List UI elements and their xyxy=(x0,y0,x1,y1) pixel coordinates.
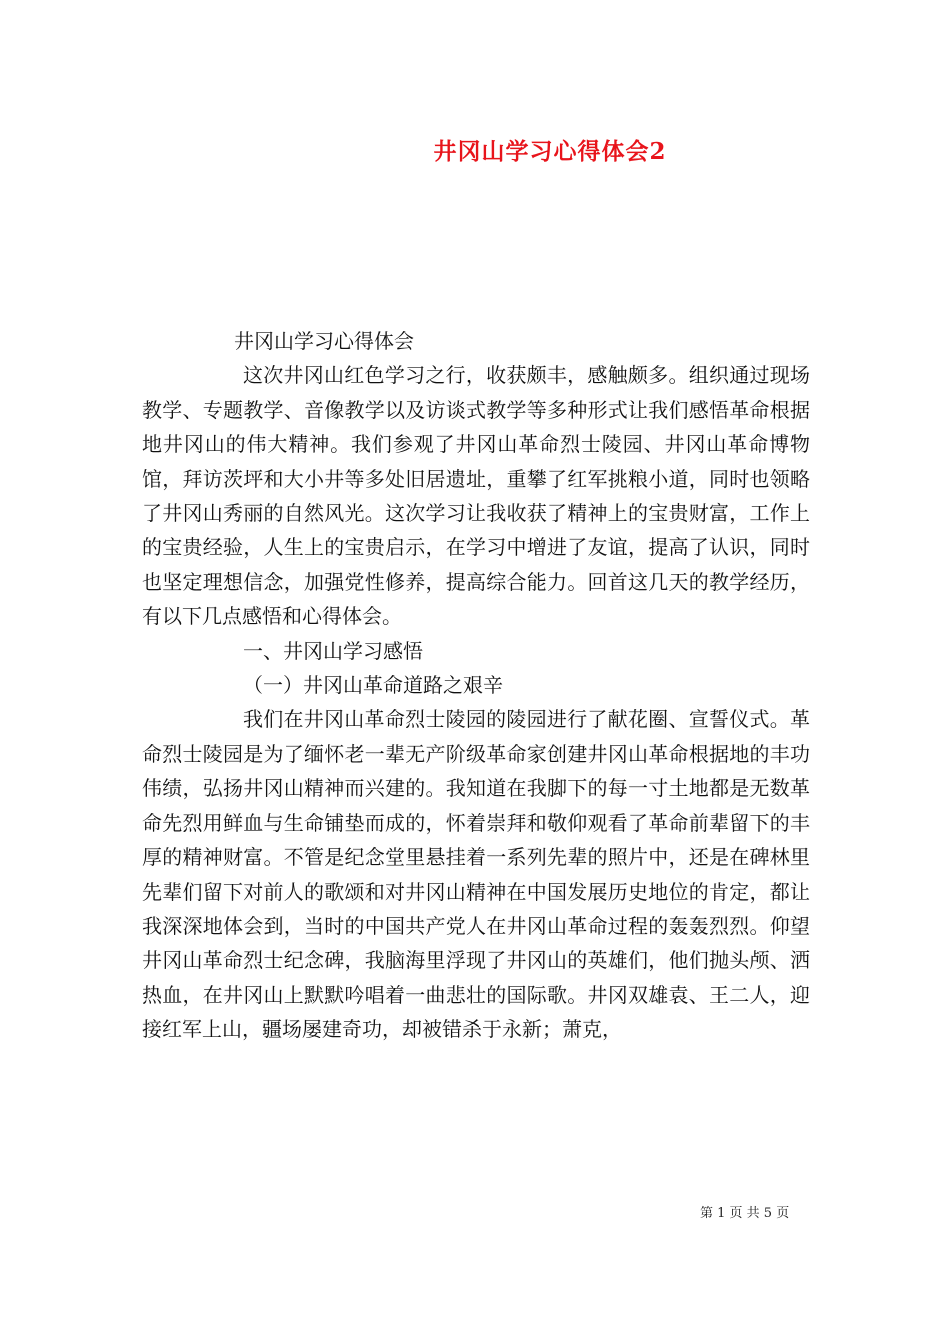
subsection-heading: （一）井冈山革命道路之艰辛 xyxy=(243,673,503,698)
page-number: 第 1 页 共 5 页 xyxy=(700,1206,790,1221)
paragraph-cemetery: 我们在井冈山革命烈士陵园的陵园进行了献花圈、宣誓仪式。革命烈士陵园是为了缅怀老一辈无产阶级革命家创建井冈山革命根据地的丰功伟绩，弘扬井冈山精神而兴建的。我知道在我脚下的每一寸土地都是无数革命先烈用鲜血与生命铺垫而成的，怀着崇拜和敬仰观看了革命前辈留下的丰厚的精神财富。不管是纪念堂里悬挂着一系列先辈的照片中，还是在碑林里先辈们留下对前人的歌颂和对井冈山精神在中国发展历史地位的肯定，都让我深深地体会到，当时的中国共产党人在井冈山革命过程的轰轰烈烈。仰望井冈山革命烈士纪念碑，我脑海里浮现了井冈山的英雄们，他们抛头颅、洒热血，在井冈山上默默吟唱着一曲悲壮的国际歌。井冈双雄袁、王二人，迎接红军上山，疆场屡建奇功，却被错杀于永新；萧克， xyxy=(142,707,810,1042)
section-heading: 一、井冈山学习感悟 xyxy=(243,638,423,663)
document-title: 井冈山学习心得体会2 xyxy=(433,138,667,165)
document-subtitle: 井冈山学习心得体会 xyxy=(234,329,414,353)
document-body xyxy=(142,324,810,1047)
paragraph-intro: 这次井冈山红色学习之行，收获颇丰，感触颇多。组织通过现场教学、专题教学、音像教学以及访谈式教学等多种形式让我们感悟革命根据地井冈山的伟大精神。我们参观了井冈山革命烈士陵园、井冈山革命博物馆，拜访茨坪和大小井等多处旧居遗址，重攀了红军挑粮小道，同时也领略了井冈山秀丽的自然风光。这次学习让我收获了精神上的宝贵财富，工作上的宝贵经验，人生上的宝贵启示，在学习中增进了友谊，提高了认识，同时也坚定理想信念，加强党性修养，提高综合能力。回首这几天的教学经历，有以下几点感悟和心得体会。 xyxy=(142,363,810,629)
